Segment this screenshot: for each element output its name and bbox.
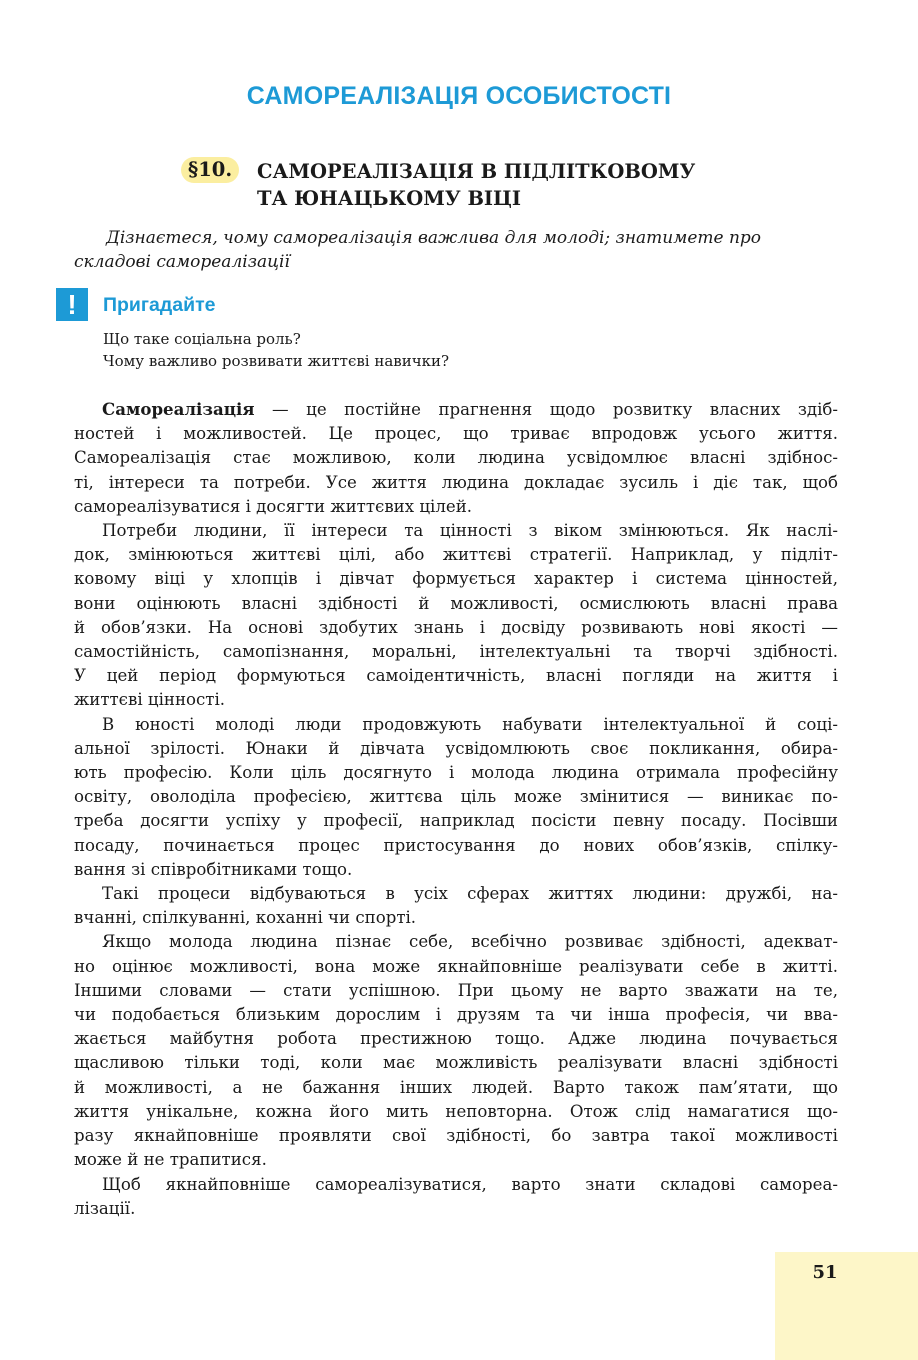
body-line: Самореалізація — це постійне прагнення щодо розвитку власних здіб- bbox=[102, 399, 838, 419]
paragraph-title-line-2: ТА ЮНАЦЬКОМУ ВІЦІ bbox=[257, 187, 522, 210]
body-line: но оцінює можливості, вона може якнайповніше реалізувати себе в житті. bbox=[74, 956, 838, 976]
body-line: ті, інтереси та потреби. Усе життя людина докладає зусиль і діє так, щоб bbox=[74, 472, 838, 492]
remember-question: Чому важливо розвивати життєві навички? bbox=[103, 352, 450, 370]
body-line: життєві цінності. bbox=[74, 690, 226, 710]
body-line: може й не трапитися. bbox=[74, 1150, 267, 1170]
term-self-realization: Самореалізація bbox=[102, 399, 255, 419]
body-line: лізації. bbox=[74, 1198, 136, 1218]
body-line: жається майбутня робота престижною тощо. Адже людина почувається bbox=[74, 1029, 838, 1049]
body-line: самореалізуватися і досягти життєвих цілей. bbox=[74, 496, 473, 516]
body-line: щасливою тільки тоді, коли має можливість реалізувати власні здібності bbox=[74, 1053, 838, 1073]
body-line: Іншими словами — стати успішною. При цьому не варто зважати на те, bbox=[74, 980, 838, 1000]
body-line: вони оцінюють власні здібності й можливості, осмислюють власні права bbox=[74, 593, 838, 613]
remember-question: Що таке соціальна роль? bbox=[103, 330, 301, 348]
lead-line-2: складові самореалізації bbox=[74, 252, 290, 272]
body-line: док, змінюються життєві цілі, або життєві стратегії. Наприклад, у підліт- bbox=[74, 545, 838, 565]
lead-line-1: Дізнаєтеся, чому самореалізація важлива для молоді; знатимете про bbox=[106, 228, 762, 248]
body-line: В юності молоді люди продовжують набувати інтелектуальної й соці- bbox=[102, 714, 838, 734]
body-line: чи подобається близьким дорослим і друзям та чи інша професія, чи вва- bbox=[74, 1005, 838, 1025]
body-line: ють професію. Коли ціль досягнуто і молода людина отримала професійну bbox=[74, 763, 838, 783]
page-number: 51 bbox=[812, 1262, 838, 1283]
body-line: вчанні, спілкуванні, коханні чи спорті. bbox=[74, 908, 417, 928]
body-line: й можливості, а не бажання інших людей. Варто також пам’ятати, що bbox=[74, 1077, 838, 1097]
body-line: треба досягти успіху у професії, наприклад посісти певну посаду. Посівши bbox=[74, 811, 838, 831]
body-line: Якщо молода людина пізнає себе, всебічно розвиває здібності, адекват- bbox=[102, 932, 838, 952]
body-line: й обов’язки. На основі здобутих знань і досвіду розвивають нові якості — bbox=[74, 617, 838, 637]
body-line: вання зі співробітниками тощо. bbox=[74, 859, 353, 879]
body-line: життя унікальне, кожна його мить неповторна. Отож слід намагатися що- bbox=[74, 1101, 838, 1121]
remember-title: Пригадайте bbox=[103, 294, 216, 316]
paragraph-number-badge: §10. bbox=[181, 157, 239, 183]
body-line: освіту, оволоділа професією, життєва ціль може змінитися — виникає по- bbox=[74, 787, 838, 807]
body-line: Такі процеси відбуваються в усіх сферах життях людини: дружбі, на- bbox=[102, 884, 838, 904]
exclamation-icon: ! bbox=[56, 288, 88, 321]
body-line: У цей період формуються самоідентичність, власні погляди на життя і bbox=[74, 666, 838, 686]
paragraph-title-line-1: САМОРЕАЛІЗАЦІЯ В ПІДЛІТКОВОМУ bbox=[257, 160, 696, 183]
body-line: самостійність, самопізнання, моральні, інтелектуальні та творчі здібності. bbox=[74, 642, 838, 662]
body-line: Потреби людини, її інтереси та цінності з віком змінюються. Як наслі- bbox=[102, 521, 838, 541]
body-line: ностей і можливостей. Це процес, що триває впродовж усього життя. bbox=[74, 424, 838, 444]
body-line: разу якнайповніше проявляти свої здібності, бо завтра такої можливості bbox=[74, 1126, 838, 1146]
body-text bbox=[74, 397, 838, 1221]
body-line: альної зрілості. Юнаки й дівчата усвідомлюють своє покликання, обира- bbox=[74, 738, 838, 758]
lead-text bbox=[74, 226, 838, 274]
paragraph-title bbox=[257, 158, 695, 212]
body-line: Щоб якнайповніше самореалізуватися, варто знати складові самореа- bbox=[102, 1174, 838, 1194]
body-line: ковому віці у хлопців і дівчат формується характер і система цінностей, bbox=[74, 569, 838, 589]
body-line: Самореалізація стає можливою, коли людина усвідомлює власні здібнос- bbox=[74, 448, 838, 468]
section-title: САМОРЕАЛІЗАЦІЯ ОСОБИСТОСТІ bbox=[246, 82, 672, 110]
body-line: посаду, починається процес пристосування до нових обов’язків, спілку- bbox=[74, 835, 838, 855]
